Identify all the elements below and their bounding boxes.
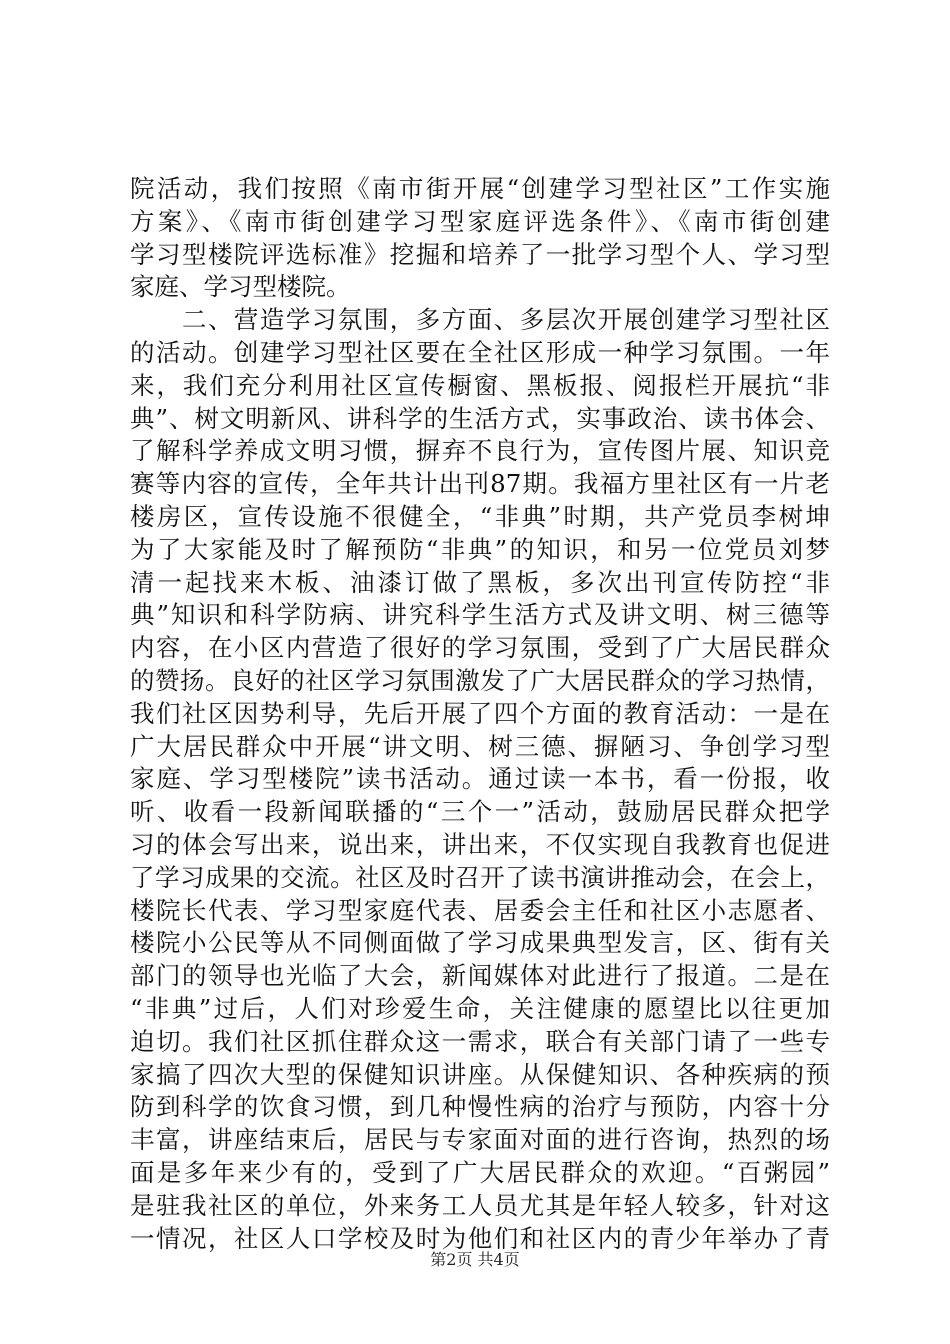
text-line: 丰富，讲座结束后，居民与专家面对面的进行咨询，热烈的场 [130, 1125, 830, 1155]
text-line: 面是多年来少有的，受到了广大居民群众的欢迎。“百粥园” [130, 1157, 830, 1187]
text-line: “非典”过后，人们对珍爱生命，关注健康的愿望比以往更加 [130, 993, 830, 1023]
text-line: 方案》、《南市街创建学习型家庭评选条件》、《南市街创建 [130, 206, 830, 236]
text-line: 听、收看一段新闻联播的“三个一”活动，鼓励居民群众把学 [130, 797, 830, 827]
text-line: 清一起找来木板、油漆订做了黑板，多次出刊宣传防控“非 [130, 567, 830, 597]
body-text [130, 173, 830, 1255]
text-line: 楼院小公民等从不同侧面做了学习成果典型发言，区、街有关 [130, 928, 830, 958]
text-line: 为了大家能及时了解预防“非典”的知识，和另一位党员刘梦 [130, 534, 830, 564]
text-line: 一情况，社区人口学校及时为他们和社区内的青少年举办了青 [130, 1223, 830, 1253]
text-line: 防到科学的饮食习惯，到几种慢性病的治疗与预防，内容十分 [130, 1092, 830, 1122]
text-line: 部门的领导也光临了大会，新闻媒体对此进行了报道。二是在 [130, 961, 830, 991]
text-line: 家搞了四次大型的保健知识讲座。从保健知识、各种疾病的预 [130, 1059, 830, 1089]
text-line: 学习型楼院评选标准》挖掘和培养了一批学习型个人、学习型 [130, 239, 830, 269]
text-line: 赛等内容的宣传，全年共计出刊87期。我福方里社区有一片老 [130, 469, 830, 499]
text-line: 二、营造学习氛围，多方面、多层次开展创建学习型社区 [130, 305, 830, 335]
text-line: 习的体会写出来，说出来，讲出来，不仅实现自我教育也促进 [130, 829, 830, 859]
text-line: 典”、树文明新风、讲科学的生活方式，实事政治、读书体会、 [130, 403, 830, 433]
text-line: 迫切。我们社区抓住群众这一需求，联合有关部门请了一些专 [130, 1026, 830, 1056]
text-line: 了学习成果的交流。社区及时召开了读书演讲推动会，在会上， [130, 862, 830, 892]
text-line: 内容，在小区内营造了很好的学习氛围，受到了广大居民群众 [130, 633, 830, 663]
text-line: 的赞扬。良好的社区学习氛围激发了广大居民群众的学习热情， [130, 665, 830, 695]
text-line: 楼院长代表、学习型家庭代表、居委会主任和社区小志愿者、 [130, 895, 830, 925]
text-line: 是驻我社区的单位，外来务工人员尤其是年轻人较多，针对这 [130, 1190, 830, 1220]
text-line: 我们社区因势利导，先后开展了四个方面的教育活动：一是在 [130, 698, 830, 728]
text-line: 来，我们充分利用社区宣传橱窗、黑板报、阅报栏开展抗“非 [130, 370, 830, 400]
text-line: 广大居民群众中开展“讲文明、树三德、摒陋习、争创学习型 [130, 731, 830, 761]
text-line: 家庭、学习型楼院”读书活动。通过读一本书，看一份报，收 [130, 764, 830, 794]
text-line: 院活动，我们按照《南市街开展“创建学习型社区”工作实施 [130, 174, 830, 203]
text-line: 家庭、学习型楼院。 [130, 272, 351, 302]
text-line: 楼房区，宣传设施不很健全，“非典”时期，共产党员李树坤 [130, 501, 830, 531]
text-line: 典”知识和科学防病、讲究科学生活方式及讲文明、树三德等 [130, 600, 830, 630]
text-line: 的活动。创建学习型社区要在全社区形成一种学习氛围。一年 [130, 337, 830, 367]
text-line: 了解科学养成文明习惯，摒弃不良行为，宣传图片展、知识竞 [130, 436, 830, 466]
page-number-footer: 第2页 共4页 [430, 1250, 520, 1269]
